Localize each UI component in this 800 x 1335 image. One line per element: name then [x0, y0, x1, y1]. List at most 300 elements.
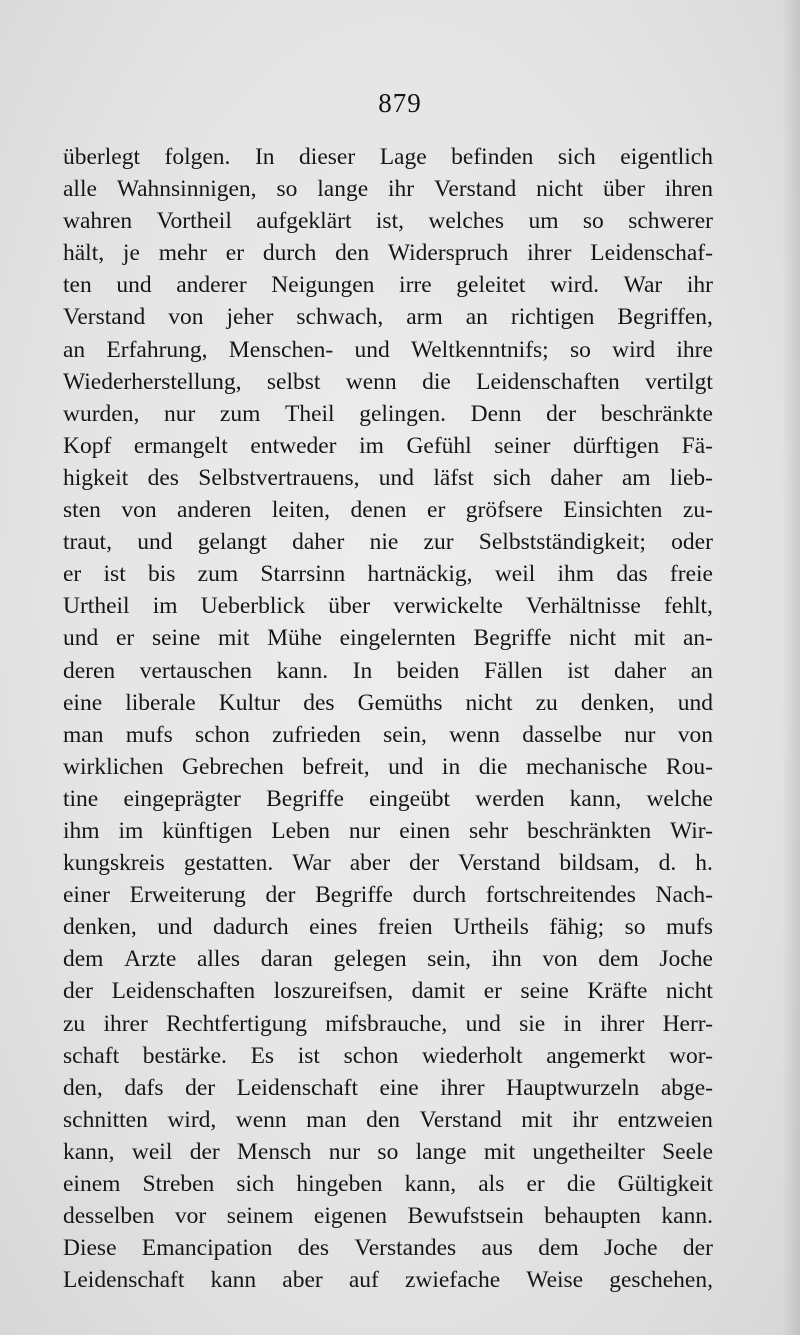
word: gestatten.: [183, 850, 274, 877]
word: dem: [538, 1235, 579, 1262]
word: ten: [63, 272, 92, 299]
word: ihr: [686, 272, 713, 299]
word: In: [352, 657, 373, 684]
word: welche: [646, 785, 713, 812]
word: das: [616, 561, 648, 588]
word: aus: [481, 1235, 513, 1262]
word: geleitet: [456, 272, 526, 299]
word: gelangt: [197, 529, 267, 556]
body-text: [63, 141, 713, 1296]
page-number: 879: [378, 88, 422, 118]
word: traut,: [63, 529, 112, 556]
word: fortschreitendes: [485, 882, 636, 909]
word: deren: [63, 657, 116, 684]
word: loszureifsen,: [273, 978, 394, 1005]
word: Theil: [284, 400, 335, 427]
word: der: [409, 850, 440, 877]
word: so: [582, 208, 604, 235]
word: bestärke.: [142, 1042, 227, 1069]
word: Neigungen: [271, 272, 375, 299]
word: ihm: [63, 817, 100, 844]
text-line: [63, 205, 713, 237]
word: higkeit: [63, 464, 129, 491]
word: folgen.: [164, 144, 231, 170]
text-line: [63, 334, 713, 366]
text-line: [63, 494, 713, 526]
word: mit: [218, 625, 250, 652]
word: von: [542, 946, 578, 973]
text-line: [63, 655, 713, 687]
word: dadurch: [212, 914, 289, 941]
word: alles: [196, 946, 241, 973]
word: mechanische: [526, 753, 648, 780]
word: mufs: [125, 721, 173, 748]
word: arm: [406, 304, 443, 331]
word: Weltkenntnifs;: [410, 336, 549, 363]
word: eigentlich: [620, 144, 713, 170]
word: des: [147, 464, 179, 491]
word: weil: [131, 1138, 173, 1165]
word: an-: [682, 625, 713, 652]
word: und: [137, 529, 173, 556]
word: Joche: [604, 1235, 658, 1262]
page-edge-shadow: [782, 0, 800, 1335]
word: der: [63, 978, 94, 1005]
word: im: [152, 593, 178, 620]
word: Denn: [470, 400, 522, 427]
word: ihrer: [527, 240, 572, 267]
word: Gefühl: [406, 432, 472, 459]
text-line: [63, 526, 713, 558]
word: vertilgt: [645, 368, 713, 395]
word: eingeübt: [369, 785, 451, 812]
word: Leidenschaften: [111, 978, 256, 1005]
word: seiner: [494, 432, 551, 459]
word: ist: [567, 657, 590, 684]
word: dieser: [299, 144, 356, 170]
text-line: [63, 783, 713, 815]
word: so: [276, 176, 298, 203]
text-line: [63, 301, 713, 333]
word: ihrer: [440, 1074, 485, 1101]
word: Wir-: [670, 817, 713, 844]
word: Bewufstsein: [407, 1203, 524, 1230]
word: des: [303, 689, 335, 716]
word: ihm: [557, 561, 595, 588]
word: schon: [195, 721, 250, 748]
word: von: [677, 721, 713, 748]
word: ermangelt: [133, 432, 228, 459]
word: Fällen: [483, 657, 543, 684]
word: tine: [63, 785, 99, 812]
text-line: [63, 943, 713, 975]
word: gelingen.: [359, 400, 446, 427]
word: Rechtfertigung: [166, 1010, 308, 1037]
word: mit: [521, 1106, 553, 1133]
word: Emancipation: [141, 1235, 273, 1262]
word: Urtheils: [453, 914, 529, 941]
word: Selbstvertrauens,: [198, 464, 360, 491]
word: daher: [550, 464, 603, 491]
word: vertauschen: [139, 657, 252, 684]
word: Arzte: [124, 946, 177, 973]
text-line: [63, 398, 713, 430]
word: man: [306, 1106, 347, 1133]
word: Mühe: [267, 625, 322, 652]
text-line: [63, 366, 713, 398]
word: dürftigen: [572, 432, 660, 459]
word: Erweiterung: [129, 882, 246, 909]
word: und: [388, 753, 424, 780]
word: nicht: [465, 689, 513, 716]
word: entzweien: [617, 1106, 713, 1133]
word: einer: [63, 882, 110, 909]
word: Leidenschaft: [236, 1074, 358, 1101]
word: Selbstständigkeit;: [478, 529, 646, 556]
word: Einsichten: [563, 497, 663, 524]
word: richtigen: [510, 304, 595, 331]
word: man: [63, 721, 104, 748]
word: irre: [399, 272, 432, 299]
text-line: [63, 462, 713, 494]
word: freien: [377, 914, 433, 941]
text-line: [63, 719, 713, 751]
text-line: [63, 141, 713, 173]
word: anderen: [177, 497, 252, 524]
text-line: [63, 269, 713, 301]
word: vor: [174, 1203, 207, 1230]
word: sehr: [469, 817, 509, 844]
text-line: [63, 590, 713, 622]
word: Begriffe: [473, 625, 552, 652]
word: so: [624, 914, 646, 941]
word: Verstand: [63, 304, 146, 331]
word: mit: [483, 1138, 516, 1165]
word: damit: [411, 978, 466, 1005]
word: in: [563, 1010, 582, 1037]
word: aber: [349, 850, 391, 877]
word: lieb-: [669, 464, 713, 491]
word: der: [185, 1074, 216, 1101]
word: anderer: [176, 272, 247, 299]
word: einem: [63, 1171, 121, 1197]
word: oder: [671, 529, 713, 556]
word: Fä-: [681, 432, 713, 459]
word: ihren: [664, 176, 713, 203]
word: zum: [197, 561, 239, 588]
word: Ueberblick: [200, 593, 306, 620]
word: Hauptwurzeln: [506, 1074, 640, 1101]
word: wurden,: [63, 400, 140, 427]
word: verwickelte: [393, 593, 503, 620]
word: schon: [343, 1042, 399, 1069]
word: War: [292, 850, 331, 877]
word: nur: [163, 400, 196, 427]
word: befreit,: [302, 753, 370, 780]
word: liberale: [125, 689, 196, 716]
word: Leidenschaf-: [590, 240, 713, 267]
text-line: [63, 237, 713, 269]
word: die: [478, 753, 508, 780]
word: der: [265, 882, 296, 909]
word: Kräfte: [587, 978, 648, 1005]
word: kann.: [276, 657, 329, 684]
word: Seele: [662, 1138, 713, 1165]
word: mufs: [665, 914, 713, 941]
word: hartnäckig,: [367, 561, 473, 588]
word: überlegt: [63, 144, 140, 170]
word: daher: [614, 657, 667, 684]
word: und: [354, 336, 390, 363]
word: kann,: [404, 1171, 457, 1197]
word: sie: [519, 1010, 546, 1037]
word: und: [116, 272, 152, 299]
word: eine: [63, 689, 103, 716]
word: sich: [236, 1171, 275, 1197]
word: Gebrechen: [182, 753, 284, 780]
word: durch: [412, 882, 467, 909]
word: und: [465, 1010, 501, 1037]
word: dafs: [124, 1074, 164, 1101]
word: und: [63, 625, 99, 652]
word: behaupten: [544, 1203, 641, 1230]
word: Verstandes: [354, 1235, 457, 1262]
word: Gemüths: [357, 689, 443, 716]
word: Erfahrung,: [106, 336, 208, 363]
word: sich: [493, 464, 532, 491]
word: ungetheilter: [532, 1138, 645, 1165]
word: nur: [624, 721, 656, 748]
word: der: [682, 1235, 713, 1262]
word: entweder: [250, 432, 337, 459]
word: seine: [520, 978, 569, 1005]
text-line: [63, 430, 713, 462]
word: sein,: [427, 946, 472, 973]
word: an: [690, 657, 713, 684]
word: Verstand: [419, 1106, 502, 1133]
text-line: [63, 1008, 713, 1040]
word: wird,: [167, 1106, 217, 1133]
word: wird.: [550, 272, 600, 299]
word: schwach,: [296, 304, 384, 331]
word: kann,: [63, 1138, 115, 1165]
word: ist: [103, 561, 126, 588]
word: über: [328, 593, 371, 620]
text-line: [63, 911, 713, 943]
word: je: [122, 240, 140, 267]
word: h.: [695, 850, 713, 877]
word: zur: [423, 529, 454, 556]
word: er: [225, 240, 245, 267]
word: Leben: [271, 817, 330, 844]
word: Urtheil: [63, 593, 130, 620]
word: sten: [63, 497, 101, 524]
word: alle: [63, 176, 97, 203]
word: aber: [282, 1267, 323, 1294]
word: kungskreis: [63, 850, 165, 877]
word: jeher: [226, 304, 274, 331]
word: er: [526, 1171, 545, 1197]
word: von: [168, 304, 204, 331]
word: ihr: [572, 1106, 599, 1133]
word: seine: [151, 625, 201, 652]
word: zu: [535, 689, 558, 716]
word: Diese: [63, 1235, 117, 1262]
word: fehlt,: [663, 593, 713, 620]
word: Lage: [379, 144, 427, 170]
word: denken,: [63, 914, 137, 941]
word: Leidenschaften: [476, 368, 620, 395]
text-line: [63, 622, 713, 654]
word: Weise: [526, 1267, 584, 1294]
word: Rou-: [665, 753, 713, 780]
word: den: [366, 1106, 401, 1133]
word: geschehen,: [609, 1267, 713, 1294]
word: Joche: [659, 946, 713, 973]
word: Herr-: [662, 1010, 713, 1037]
word: Nach-: [655, 882, 713, 909]
word: über: [603, 176, 645, 203]
word: mit: [633, 625, 666, 652]
word: den: [335, 240, 370, 267]
word: nur: [328, 1138, 361, 1165]
word: dem: [63, 946, 104, 973]
word: und: [677, 689, 713, 716]
word: an: [465, 304, 488, 331]
word: bis: [147, 561, 176, 588]
text-line: [63, 1104, 713, 1136]
word: weil: [494, 561, 536, 588]
word: Vortheil: [156, 208, 232, 235]
word: ihrer: [103, 1010, 148, 1037]
word: um: [528, 208, 559, 235]
word: den,: [63, 1074, 103, 1101]
word: Mensch: [237, 1138, 312, 1165]
word: er: [427, 497, 446, 524]
word: an: [63, 336, 86, 363]
word: ist,: [375, 208, 404, 235]
word: am: [621, 464, 651, 491]
word: sein,: [383, 721, 427, 748]
word: als: [478, 1171, 505, 1197]
word: seinem: [226, 1203, 294, 1230]
word: ihn: [491, 946, 522, 973]
text-line: [63, 847, 713, 879]
text-line: [63, 558, 713, 590]
word: Streben: [142, 1171, 215, 1197]
word: hält,: [63, 240, 105, 267]
word: von: [121, 497, 157, 524]
word: dasselbe: [522, 721, 602, 748]
word: Verstand: [458, 850, 541, 877]
word: wahren: [63, 208, 133, 235]
word: Begriffe: [266, 785, 344, 812]
word: desselben: [63, 1203, 155, 1230]
word: des: [297, 1235, 330, 1262]
word: eigenen: [313, 1203, 387, 1230]
word: angemerkt: [546, 1042, 646, 1069]
word: In: [254, 144, 275, 170]
word: und: [378, 464, 415, 491]
text-line: [63, 1232, 713, 1264]
word: schwerer: [628, 208, 713, 235]
word: wiederholt: [422, 1042, 523, 1069]
text-line: [63, 173, 713, 205]
word: daher: [292, 529, 345, 556]
word: Begriffe: [315, 882, 393, 909]
word: bildsam,: [559, 850, 640, 877]
word: kann,: [569, 785, 622, 812]
word: selbst: [266, 368, 321, 395]
word: fähig;: [549, 914, 605, 941]
word: so: [377, 1138, 399, 1165]
word: Wahnsinnigen,: [116, 176, 257, 203]
word: durch: [262, 240, 317, 267]
word: beschränkten: [527, 817, 652, 844]
word: künftigen: [162, 817, 253, 844]
text-line: [63, 751, 713, 783]
word: denen: [350, 497, 407, 524]
word: so: [569, 336, 591, 363]
word: welches: [428, 208, 505, 235]
word: leiten,: [271, 497, 330, 524]
word: eines: [309, 914, 358, 941]
word: befinden: [451, 144, 534, 170]
word: er: [483, 978, 502, 1005]
word: die: [422, 368, 451, 395]
word: nicht: [536, 176, 584, 203]
word: gelegen: [333, 946, 407, 973]
word: Widerspruch: [387, 240, 509, 267]
text-line: [63, 687, 713, 719]
word: abge-: [660, 1074, 713, 1101]
word: schaft: [63, 1042, 120, 1069]
word: Leidenschaft: [63, 1267, 185, 1294]
word: gröfsere: [465, 497, 543, 524]
word: wor-: [669, 1042, 713, 1069]
word: wirklichen: [63, 753, 164, 780]
word: zufrieden: [272, 721, 361, 748]
word: Kopf: [63, 432, 112, 459]
word: nie: [369, 529, 399, 556]
text-line: [63, 1040, 713, 1072]
word: sich: [557, 144, 596, 170]
word: und: [157, 914, 193, 941]
word: Gültigkeit: [617, 1171, 713, 1197]
word: zum: [219, 400, 261, 427]
word: zu-: [682, 497, 713, 524]
word: freie: [669, 561, 713, 588]
word: einen: [399, 817, 451, 844]
word: eingelernten: [339, 625, 456, 652]
word: ihr: [388, 176, 415, 203]
word: lange: [415, 1138, 467, 1165]
word: in: [441, 753, 461, 780]
word: im: [118, 817, 144, 844]
word: Es: [250, 1042, 275, 1069]
word: beschränkte: [600, 400, 713, 427]
word: Verstand: [434, 176, 517, 203]
word: mifsbrauche,: [325, 1010, 448, 1037]
word: er: [63, 561, 82, 588]
word: nur: [348, 817, 381, 844]
word: Starrsinn: [260, 561, 346, 588]
word: der: [546, 400, 577, 427]
word: wenn: [345, 368, 397, 395]
text-line: [63, 1168, 713, 1200]
word: wenn: [449, 721, 500, 748]
word: auf: [348, 1267, 379, 1294]
